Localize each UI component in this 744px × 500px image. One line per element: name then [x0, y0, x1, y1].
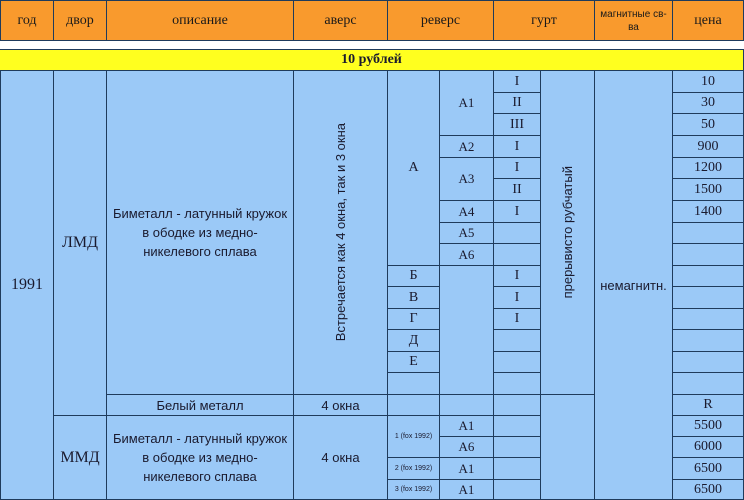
- mmd-reverse-3: А1: [440, 458, 494, 480]
- price-empty-2: [673, 244, 744, 266]
- edge-mark-5: I: [494, 158, 541, 179]
- reverse-a3: А3: [440, 158, 494, 201]
- reverse-empty: [388, 373, 440, 395]
- edge-mark-empty-8: [494, 437, 541, 458]
- reverse-v: В: [388, 287, 440, 309]
- price-3: 50: [673, 114, 744, 136]
- price-empty-8: [673, 373, 744, 395]
- obverse-note-cell: [294, 71, 388, 395]
- price-5: 1200: [673, 158, 744, 179]
- price-2: 30: [673, 93, 744, 114]
- price-empty-7: [673, 352, 744, 373]
- edge-mark-empty-4: [494, 352, 541, 373]
- price-mmd-1: 5500: [673, 416, 744, 437]
- reverse-a5: А5: [440, 223, 494, 244]
- header-magnetic: магнитные св-ва: [595, 1, 673, 41]
- price-4: 900: [673, 136, 744, 158]
- obverse-white-metal: 4 окна: [294, 395, 388, 416]
- reverse-a2: А2: [440, 136, 494, 158]
- magnetic-cell: немагнитн.: [595, 71, 673, 500]
- price-mmd-3: 6500: [673, 458, 744, 480]
- obverse-mmd: 4 окна: [294, 416, 388, 500]
- price-7: 1400: [673, 201, 744, 223]
- edge-mark-empty-6: [494, 395, 541, 416]
- mmd-reverse-4: А1: [440, 480, 494, 500]
- price-empty-6: [673, 330, 744, 352]
- edge-text: прерывисто рубчатый: [560, 166, 575, 299]
- edge-mark-10: I: [494, 309, 541, 330]
- mmd-reverse-2: А6: [440, 437, 494, 458]
- header-year: год: [1, 1, 54, 41]
- price-empty-3: [673, 266, 744, 287]
- reverse-a6: А6: [440, 244, 494, 266]
- edge-mark-3: III: [494, 114, 541, 136]
- edge-mark-empty-7: [494, 416, 541, 437]
- price-empty-1: [673, 223, 744, 244]
- reverse-white-metal: [388, 395, 440, 416]
- edge-mark-8: I: [494, 266, 541, 287]
- edge-text-empty: [541, 395, 595, 500]
- reverse-e: Е: [388, 352, 440, 373]
- edge-mark-empty-9: [494, 458, 541, 480]
- header-price: цена: [673, 1, 744, 41]
- edge-mark-2: II: [494, 93, 541, 114]
- mmd-note-2: 2 (fox 1992): [388, 458, 440, 480]
- price-mmd-4: 6500: [673, 480, 744, 500]
- price-1: 10: [673, 71, 744, 93]
- price-mmd-2: 6000: [673, 437, 744, 458]
- reverse-a: А: [388, 71, 440, 266]
- mmd-note-1: 1 (fox 1992): [388, 416, 440, 458]
- mint-lmd: ЛМД: [54, 71, 107, 416]
- reverse-g: Г: [388, 309, 440, 330]
- obverse-note: Встречается как 4 окна, так и 3 окна: [333, 123, 348, 342]
- edge-mark-6: II: [494, 179, 541, 201]
- price-6: 1500: [673, 179, 744, 201]
- edge-mark-empty-1: [494, 223, 541, 244]
- reverse-blank: [440, 266, 494, 395]
- reverse-d: Д: [388, 330, 440, 352]
- reverse-a4: А4: [440, 201, 494, 223]
- price-white-metal: R: [673, 395, 744, 416]
- edge-mark-empty-3: [494, 330, 541, 352]
- header-mint: двор: [54, 1, 107, 41]
- edge-mark-1: I: [494, 71, 541, 93]
- reverse-blank-white: [440, 395, 494, 416]
- price-empty-5: [673, 309, 744, 330]
- reverse-a1: А1: [440, 71, 494, 136]
- year-cell: 1991: [1, 71, 54, 500]
- header-reverse: реверс: [388, 1, 494, 41]
- price-empty-4: [673, 287, 744, 309]
- section-title: 10 рублей: [0, 49, 744, 71]
- mmd-reverse-1: А1: [440, 416, 494, 437]
- mmd-note-3: 3 (fox 1992): [388, 480, 440, 500]
- header-edge: гурт: [494, 1, 595, 41]
- edge-mark-empty-10: [494, 480, 541, 500]
- description-white-metal: Белый металл: [107, 395, 294, 416]
- edge-mark-7: I: [494, 201, 541, 223]
- edge-mark-9: I: [494, 287, 541, 309]
- edge-text-cell: [541, 71, 595, 395]
- spacer-row: [0, 41, 744, 49]
- header-obverse: аверс: [294, 1, 388, 41]
- edge-mark-4: I: [494, 136, 541, 158]
- edge-mark-empty-2: [494, 244, 541, 266]
- reverse-b: Б: [388, 266, 440, 287]
- description-mmd: Биметалл - латунный кружок в ободке из медно-никелевого сплава: [107, 416, 294, 500]
- mint-mmd: ММД: [54, 416, 107, 500]
- header-description: описание: [107, 1, 294, 41]
- description-lmd: Биметалл - латунный кружок в ободке из медно-никелевого сплава: [107, 71, 294, 395]
- edge-mark-empty-5: [494, 373, 541, 395]
